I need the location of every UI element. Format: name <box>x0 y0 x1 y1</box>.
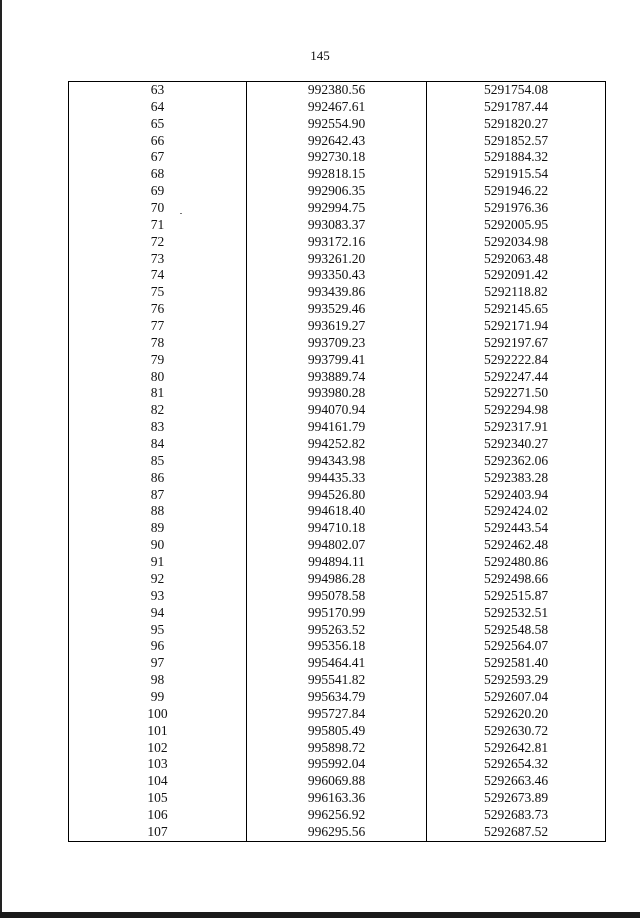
x-coordinate-cell: 992467.61 <box>247 99 427 116</box>
x-coordinate-cell: 995078.58 <box>247 588 427 605</box>
point-number-cell: 80 <box>69 369 247 386</box>
x-coordinate-cell: 995541.82 <box>247 672 427 689</box>
point-number-cell: 71 <box>69 217 247 234</box>
point-number-cell: 72 <box>69 234 247 251</box>
point-number-cell: 95 <box>69 622 247 639</box>
point-number-cell: 96 <box>69 638 247 655</box>
table-row <box>69 807 606 824</box>
x-coordinate-cell: 994526.80 <box>247 487 427 504</box>
table-row <box>69 267 606 284</box>
scan-bottom-border <box>0 912 640 918</box>
point-number-cell: 104 <box>69 773 247 790</box>
table-row <box>69 284 606 301</box>
x-coordinate-cell: 993799.41 <box>247 352 427 369</box>
y-coordinate-cell: 5292145.65 <box>427 301 606 318</box>
table-row <box>69 166 606 183</box>
x-coordinate-cell: 993083.37 <box>247 217 427 234</box>
x-coordinate-cell: 994986.28 <box>247 571 427 588</box>
table-row <box>69 605 606 622</box>
point-number-cell: 75 <box>69 284 247 301</box>
y-coordinate-cell: 5291852.57 <box>427 133 606 150</box>
table-row <box>69 149 606 166</box>
y-coordinate-cell: 5291976.36 <box>427 200 606 217</box>
x-coordinate-cell: 995263.52 <box>247 622 427 639</box>
table-row <box>69 655 606 672</box>
point-number-cell: 69 <box>69 183 247 200</box>
y-coordinate-cell: 5292091.42 <box>427 267 606 284</box>
table-row <box>69 251 606 268</box>
point-number-cell: 102 <box>69 740 247 757</box>
point-number-cell: 70 <box>69 200 247 217</box>
table-row <box>69 419 606 436</box>
x-coordinate-cell: 994161.79 <box>247 419 427 436</box>
table-row <box>69 487 606 504</box>
page-number: 145 <box>310 48 330 63</box>
table-row <box>69 116 606 133</box>
table-row <box>69 301 606 318</box>
x-coordinate-cell: 993529.46 <box>247 301 427 318</box>
point-number-cell: 106 <box>69 807 247 824</box>
x-coordinate-cell: 993889.74 <box>247 369 427 386</box>
table-row <box>69 99 606 116</box>
x-coordinate-cell: 994894.11 <box>247 554 427 571</box>
y-coordinate-cell: 5292222.84 <box>427 352 606 369</box>
x-coordinate-cell: 994070.94 <box>247 402 427 419</box>
y-coordinate-cell: 5292630.72 <box>427 723 606 740</box>
table-row <box>69 622 606 639</box>
point-number-cell: 79 <box>69 352 247 369</box>
point-number-cell: 77 <box>69 318 247 335</box>
y-coordinate-cell: 5292443.54 <box>427 520 606 537</box>
table-row <box>69 200 606 217</box>
x-coordinate-cell: 993619.27 <box>247 318 427 335</box>
point-number-cell: 67 <box>69 149 247 166</box>
x-coordinate-cell: 996163.36 <box>247 790 427 807</box>
table-row <box>69 385 606 402</box>
point-number-cell: 81 <box>69 385 247 402</box>
x-coordinate-cell: 994435.33 <box>247 470 427 487</box>
point-number-cell: 90 <box>69 537 247 554</box>
table-row <box>69 318 606 335</box>
point-number-cell: 101 <box>69 723 247 740</box>
coordinates-table-body <box>69 82 606 842</box>
y-coordinate-cell: 5291884.32 <box>427 149 606 166</box>
y-coordinate-cell: 5292034.98 <box>427 234 606 251</box>
x-coordinate-cell: 994618.40 <box>247 503 427 520</box>
x-coordinate-cell: 993439.86 <box>247 284 427 301</box>
coordinates-table <box>68 81 606 842</box>
y-coordinate-cell: 5292317.91 <box>427 419 606 436</box>
y-coordinate-cell: 5291820.27 <box>427 116 606 133</box>
y-coordinate-cell: 5292480.86 <box>427 554 606 571</box>
point-number-cell: 73 <box>69 251 247 268</box>
point-number-cell: 105 <box>69 790 247 807</box>
point-number-cell: 88 <box>69 503 247 520</box>
table-row <box>69 503 606 520</box>
y-coordinate-cell: 5292593.29 <box>427 672 606 689</box>
point-number-cell: 107 <box>69 824 247 841</box>
table-row <box>69 436 606 453</box>
y-coordinate-cell: 5291946.22 <box>427 183 606 200</box>
x-coordinate-cell: 993980.28 <box>247 385 427 402</box>
point-number-cell: 74 <box>69 267 247 284</box>
table-row <box>69 756 606 773</box>
y-coordinate-cell: 5292532.51 <box>427 605 606 622</box>
x-coordinate-cell: 992642.43 <box>247 133 427 150</box>
y-coordinate-cell: 5292362.06 <box>427 453 606 470</box>
x-coordinate-cell: 992906.35 <box>247 183 427 200</box>
x-coordinate-cell: 994343.98 <box>247 453 427 470</box>
table-row <box>69 740 606 757</box>
x-coordinate-cell: 995634.79 <box>247 689 427 706</box>
y-coordinate-cell: 5292247.44 <box>427 369 606 386</box>
scan-left-border <box>0 0 2 918</box>
y-coordinate-cell: 5292403.94 <box>427 487 606 504</box>
table-row <box>69 183 606 200</box>
y-coordinate-cell: 5292620.20 <box>427 706 606 723</box>
x-coordinate-cell: 992818.15 <box>247 166 427 183</box>
x-coordinate-cell: 996256.92 <box>247 807 427 824</box>
point-number-cell: 93 <box>69 588 247 605</box>
point-number-cell: 64 <box>69 99 247 116</box>
table-row <box>69 689 606 706</box>
y-coordinate-cell: 5292005.95 <box>427 217 606 234</box>
point-number-cell: 85 <box>69 453 247 470</box>
point-number-cell: 98 <box>69 672 247 689</box>
point-number-cell: 92 <box>69 571 247 588</box>
point-number-cell: 78 <box>69 335 247 352</box>
point-number-cell: 86 <box>69 470 247 487</box>
y-coordinate-cell: 5292581.40 <box>427 655 606 672</box>
table-row <box>69 672 606 689</box>
y-coordinate-cell: 5292683.73 <box>427 807 606 824</box>
x-coordinate-cell: 993709.23 <box>247 335 427 352</box>
y-coordinate-cell: 5292673.89 <box>427 790 606 807</box>
y-coordinate-cell: 5292383.28 <box>427 470 606 487</box>
y-coordinate-cell: 5291915.54 <box>427 166 606 183</box>
x-coordinate-cell: 996295.56 <box>247 824 427 841</box>
x-coordinate-cell: 994252.82 <box>247 436 427 453</box>
x-coordinate-cell: 993261.20 <box>247 251 427 268</box>
y-coordinate-cell: 5292424.02 <box>427 503 606 520</box>
y-coordinate-cell: 5292663.46 <box>427 773 606 790</box>
table-row <box>69 133 606 150</box>
point-number-cell: 94 <box>69 605 247 622</box>
table-row <box>69 554 606 571</box>
table-row <box>69 352 606 369</box>
y-coordinate-cell: 5292294.98 <box>427 402 606 419</box>
table-row <box>69 217 606 234</box>
table-row <box>69 402 606 419</box>
x-coordinate-cell: 993350.43 <box>247 267 427 284</box>
table-row <box>69 369 606 386</box>
x-coordinate-cell: 995464.41 <box>247 655 427 672</box>
y-coordinate-cell: 5292548.58 <box>427 622 606 639</box>
x-coordinate-cell: 995992.04 <box>247 756 427 773</box>
y-coordinate-cell: 5292462.48 <box>427 537 606 554</box>
point-number-cell: 103 <box>69 756 247 773</box>
y-coordinate-cell: 5292118.82 <box>427 284 606 301</box>
table-row <box>69 790 606 807</box>
y-coordinate-cell: 5292654.32 <box>427 756 606 773</box>
table-row <box>69 82 606 99</box>
x-coordinate-cell: 995356.18 <box>247 638 427 655</box>
table-row <box>69 470 606 487</box>
x-coordinate-cell: 992554.90 <box>247 116 427 133</box>
y-coordinate-cell: 5292197.67 <box>427 335 606 352</box>
x-coordinate-cell: 992380.56 <box>247 82 427 99</box>
point-number-cell: 63 <box>69 82 247 99</box>
y-coordinate-cell: 5292171.94 <box>427 318 606 335</box>
y-coordinate-cell: 5292515.87 <box>427 588 606 605</box>
x-coordinate-cell: 992730.18 <box>247 149 427 166</box>
point-number-cell: 76 <box>69 301 247 318</box>
table-row <box>69 571 606 588</box>
y-coordinate-cell: 5292607.04 <box>427 689 606 706</box>
x-coordinate-cell: 996069.88 <box>247 773 427 790</box>
y-coordinate-cell: 5292063.48 <box>427 251 606 268</box>
table-row <box>69 706 606 723</box>
y-coordinate-cell: 5292498.66 <box>427 571 606 588</box>
point-number-cell: 68 <box>69 166 247 183</box>
point-number-cell: 83 <box>69 419 247 436</box>
point-number-cell: 65 <box>69 116 247 133</box>
y-coordinate-cell: 5292271.50 <box>427 385 606 402</box>
point-number-cell: 87 <box>69 487 247 504</box>
point-number-cell: 66 <box>69 133 247 150</box>
point-number-cell: 100 <box>69 706 247 723</box>
table-row <box>69 588 606 605</box>
point-number-cell: 89 <box>69 520 247 537</box>
y-coordinate-cell: 5291787.44 <box>427 99 606 116</box>
x-coordinate-cell: 994802.07 <box>247 537 427 554</box>
table-row <box>69 335 606 352</box>
x-coordinate-cell: 993172.16 <box>247 234 427 251</box>
y-coordinate-cell: 5292340.27 <box>427 436 606 453</box>
point-number-cell: 91 <box>69 554 247 571</box>
y-coordinate-cell: 5292687.52 <box>427 824 606 841</box>
y-coordinate-cell: 5291754.08 <box>427 82 606 99</box>
table-row <box>69 824 606 841</box>
x-coordinate-cell: 995898.72 <box>247 740 427 757</box>
x-coordinate-cell: 994710.18 <box>247 520 427 537</box>
table-row <box>69 723 606 740</box>
table-row <box>69 537 606 554</box>
y-coordinate-cell: 5292564.07 <box>427 638 606 655</box>
x-coordinate-cell: 995727.84 <box>247 706 427 723</box>
point-number-cell: 82 <box>69 402 247 419</box>
table-row <box>69 520 606 537</box>
x-coordinate-cell: 995170.99 <box>247 605 427 622</box>
point-number-cell: 84 <box>69 436 247 453</box>
table-row <box>69 773 606 790</box>
point-number-cell: 99 <box>69 689 247 706</box>
x-coordinate-cell: 995805.49 <box>247 723 427 740</box>
x-coordinate-cell: 992994.75 <box>247 200 427 217</box>
table-row <box>69 453 606 470</box>
table-row <box>69 234 606 251</box>
point-number-cell: 97 <box>69 655 247 672</box>
y-coordinate-cell: 5292642.81 <box>427 740 606 757</box>
table-row <box>69 638 606 655</box>
